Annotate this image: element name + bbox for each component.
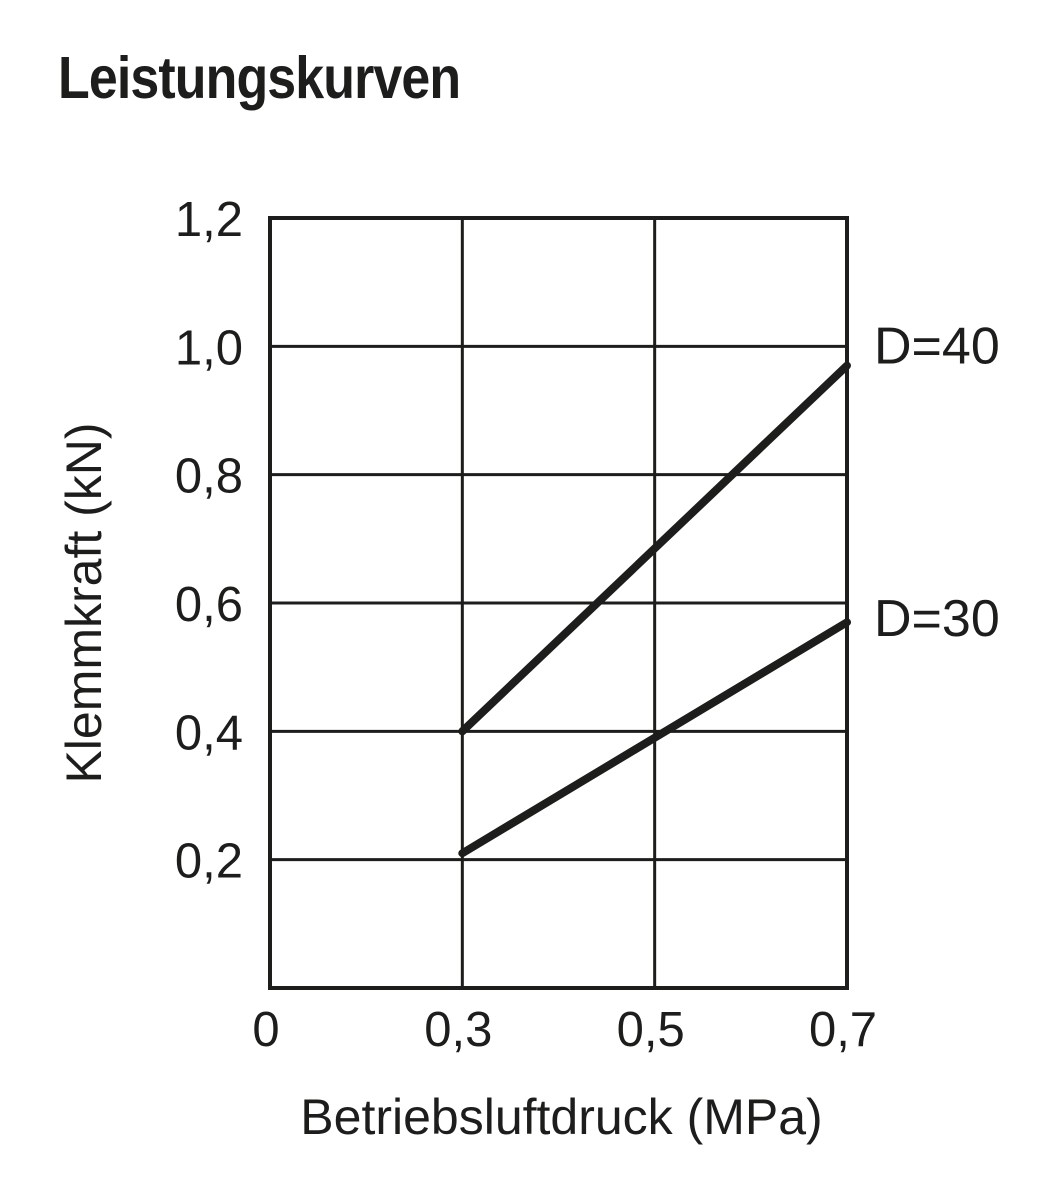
y-axis-title: Klemmkraft (kN) (56, 422, 112, 784)
x-tick-label: 0,3 (424, 1003, 493, 1057)
y-tick-label: 0,4 (174, 706, 243, 761)
x-tick-label: 0,5 (616, 1003, 685, 1057)
series-label-d40: D=40 (874, 317, 1000, 376)
x-axis-title: Betriebsluftdruck (MPa) (300, 1089, 823, 1145)
series-label-d30: D=30 (874, 590, 1000, 649)
y-tick-label: 0,6 (174, 578, 243, 632)
y-tick-label: 1,0 (174, 321, 243, 376)
x-tick-label: 0,7 (808, 1003, 878, 1057)
chart-title: Leistungskurven (58, 45, 461, 111)
y-tick-label: 0,2 (174, 834, 243, 889)
x-tick-label: 0 (252, 1003, 280, 1057)
y-tick-label: 0,8 (174, 449, 243, 504)
y-tick-label: 1,2 (174, 193, 243, 247)
